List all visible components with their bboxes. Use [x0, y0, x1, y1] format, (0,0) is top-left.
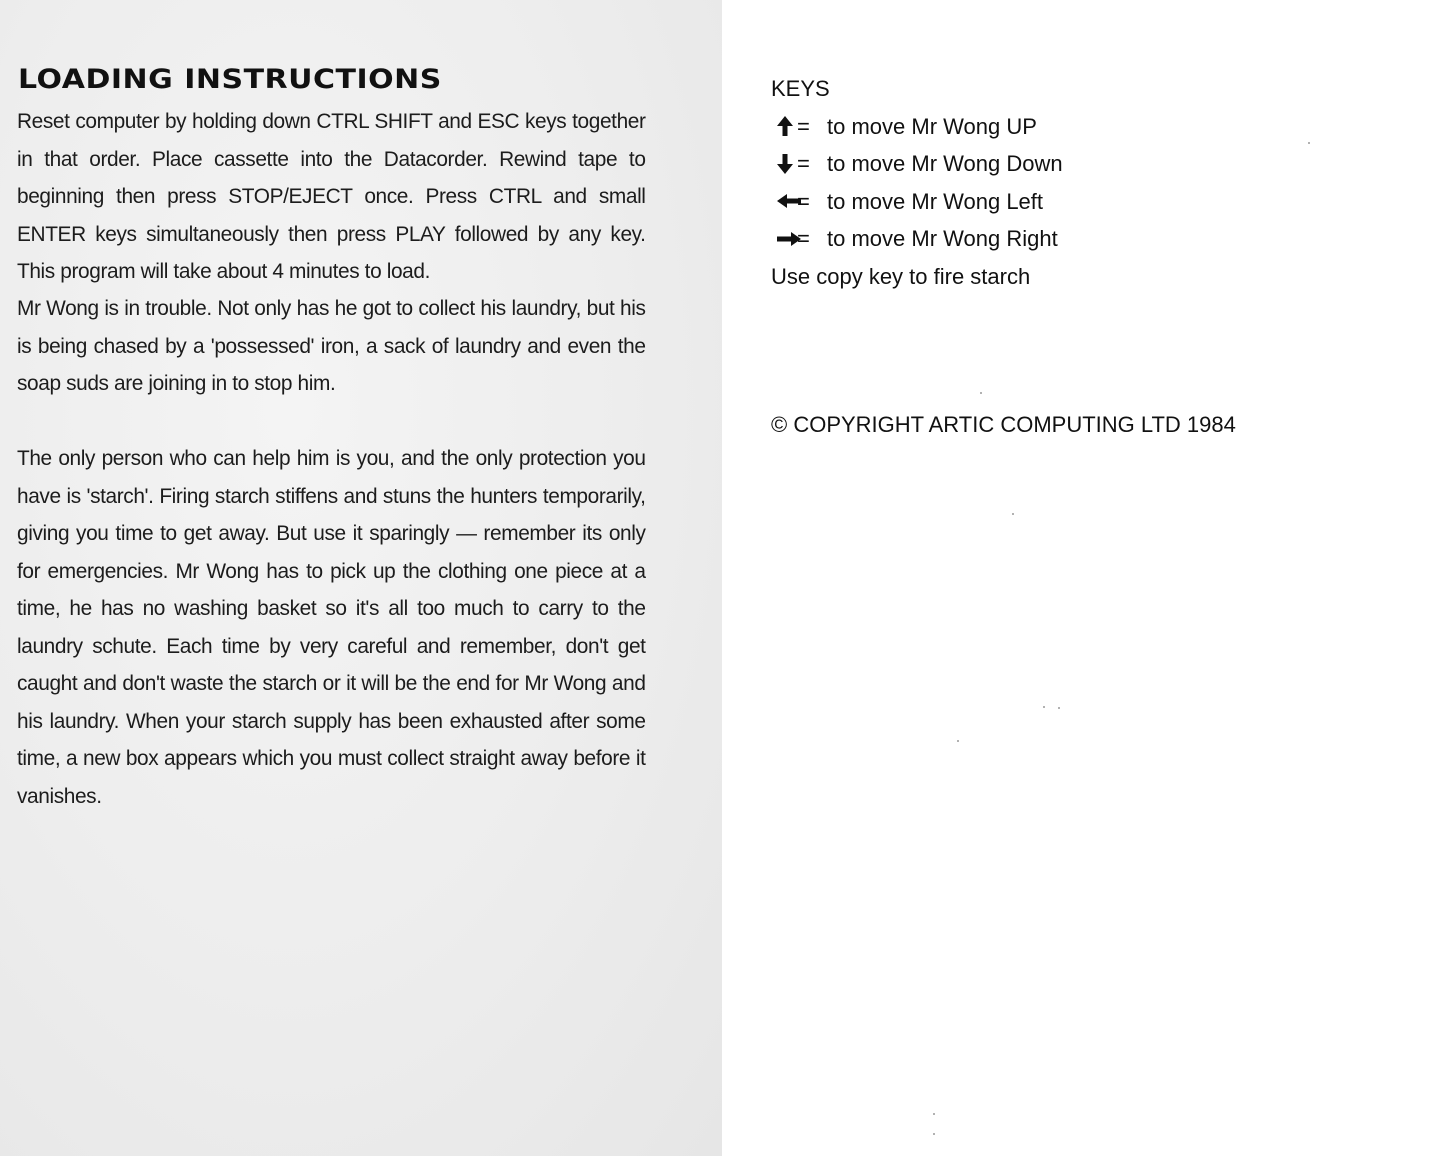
scan-speck: [933, 1133, 935, 1135]
scan-speck: [980, 392, 982, 394]
fire-instruction: Use copy key to fire starch: [771, 263, 1031, 289]
scan-speck: [933, 1113, 935, 1115]
scan-speck: [1012, 513, 1014, 515]
keys-title: KEYS: [771, 76, 830, 101]
keys-section: [771, 70, 1063, 295]
key-description: to move Mr Wong UP: [827, 113, 1037, 139]
loading-paragraph: Reset computer by holding down CTRL SHIFT and ESC keys together in that order. Place cassette into the Datacorder. Rewind tape to beginning then press STOP/EJECT once. Press CTRL and small ENTER keys simultaneously then press PLAY followed by any key. This program will take about 4 minutes to load.: [17, 109, 646, 283]
key-equals: =: [797, 113, 810, 139]
starch-paragraph: The only person who can help him is you, and the only protection you have is 'starch'. Firing starch stiffens and stuns the hunters temporarily, giving you time to get away. But use it sparingly — remember its only for emergencies. Mr Wong has to pick up the clothing one piece at a time, he has no washing basket so it's all too much to carry to the laundry schute. Each time by very careful and remember, don't get caught and don't waste the starch or it will be the end for Mr Wong and his laundry. When your starch supply has been exhausted after some time, a new box appears which you must collect straight away before it vanishes.: [17, 446, 646, 808]
key-row-right: [771, 220, 1063, 258]
key-equals: =: [797, 151, 810, 176]
key-description: to move Mr Wong Right: [827, 226, 1058, 251]
key-equals: =: [797, 226, 810, 251]
key-row-left: [771, 183, 1063, 221]
story-paragraph: Mr Wong is in trouble. Not only has he got to collect his laundry, but his is being chased by a 'possessed' iron, a sack of laundry and even the soap suds are joining in to stop him.: [17, 296, 646, 395]
key-row-down: [771, 145, 1063, 183]
scan-speck: [1043, 706, 1045, 708]
scan-speck: [1058, 707, 1060, 709]
key-description: to move Mr Wong Down: [827, 151, 1063, 176]
key-description: to move Mr Wong Left: [827, 188, 1044, 214]
left-page: [0, 0, 722, 1156]
scan-speck: [1308, 142, 1310, 144]
copyright-notice: © COPYRIGHT ARTIC COMPUTING LTD 1984: [771, 412, 1236, 437]
key-equals: =: [797, 188, 810, 214]
scan-speck: [957, 740, 959, 742]
key-row-up: [771, 108, 1063, 146]
page-heading: LOADING INSTRUCTIONS: [18, 64, 442, 95]
